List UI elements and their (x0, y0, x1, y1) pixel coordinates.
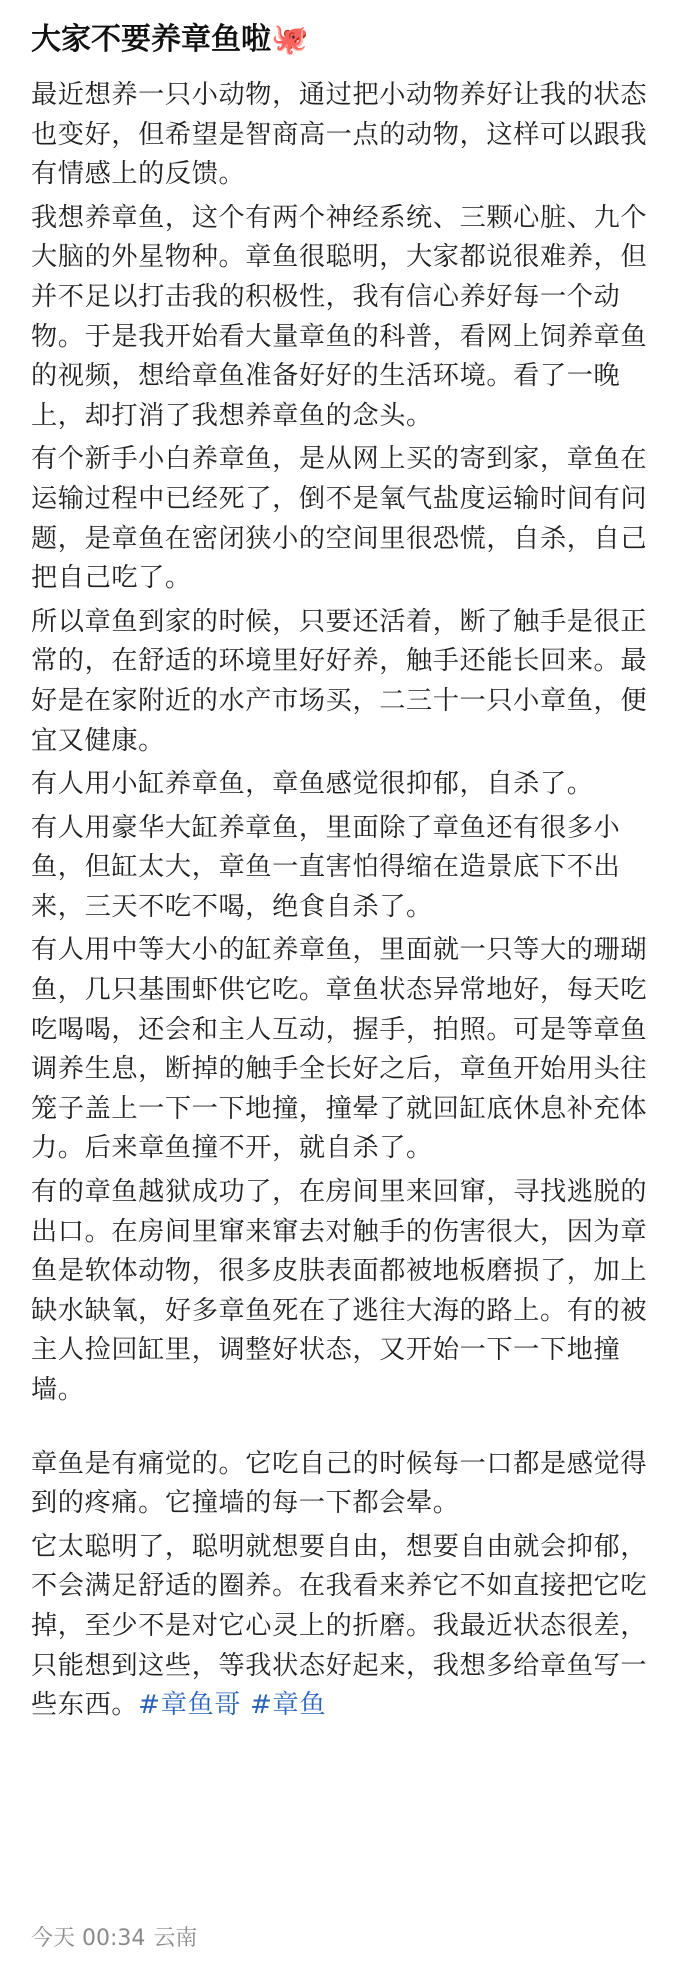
post-paragraph: 有人用中等大小的缸养章鱼，里面就一只等大的珊瑚鱼，几只基围虾供它吃。章鱼状态异常地好，每天吃吃喝喝，还会和主人互动，握手，拍照。可是等章鱼调养生息，断掉的触手全长好之后，章鱼开始用头往笼子盖上一下一下地撞，撞晕了就回缸底休息补充体力。后来章鱼撞不开，就自杀了。 (31, 935, 648, 1164)
post-title (31, 18, 654, 62)
octopus-emoji-icon: 🐙 (271, 22, 309, 57)
hashtag-link[interactable]: #章鱼哥 (138, 1690, 242, 1721)
post-meta (31, 1923, 197, 1955)
post-paragraph: 有的章鱼越狱成功了，在房间里来回窜，寻找逃脱的出口。在房间里窜来窜去对触手的伤害很大，因为章鱼是软体动物，很多皮肤表面都被地板磨损了，加上缺水缺氧，好多章鱼死在了逃往大海的路上。有的被主人捡回缸里，调整好状态，又开始一下一下地撞墙。 (31, 1177, 648, 1405)
post-paragraph: 我想养章鱼，这个有两个神经系统、三颗心脏、九个大脑的外星物种。章鱼很聪明，大家都说很难养，但并不足以打击我的积极性，我有信心养好每一个动物。于是我开始看大量章鱼的科普，看网上饲养章鱼的视频，想给章鱼准备好好的生活环境。看了一晚上，却打消了我想养章鱼的念头。 (31, 202, 648, 431)
post-timestamp: 今天 00:34 (31, 1926, 146, 1951)
post-paragraph: 所以章鱼到家的时候，只要还活着，断了触手是很正常的，在舒适的环境里好好养，触手还能长回来。最好是在家附近的水产市场买，二三十一只小章鱼，便宜又健康。 (31, 606, 648, 756)
post-paragraph: 有人用小缸养章鱼，章鱼感觉很抑郁，自杀了。 (31, 769, 594, 800)
post-paragraph-final (31, 1528, 654, 1726)
hashtag-link[interactable]: #章鱼 (250, 1690, 327, 1721)
post-paragraph: 最近想养一只小动物，通过把小动物养好让我的状态也变好，但希望是智商高一点的动物，这样可以跟我有情感上的反馈。 (31, 80, 648, 190)
post-paragraph: 章鱼是有痛觉的。它吃自己的时候每一口都是感觉得到的疼痛。它撞墙的每一下都会晕。 (31, 1448, 648, 1519)
post-paragraph: 有人用豪华大缸养章鱼，里面除了章鱼还有很多小鱼，但缸太大，章鱼一直害怕得缩在造景底下不出来，三天不吃不喝，绝食自杀了。 (31, 812, 621, 922)
post-paragraph: 有个新手小白养章鱼，是从网上买的寄到家，章鱼在运输过程中已经死了，倒不是氧气盐度运输时间有问题，是章鱼在密闭狭小的空间里很恐慌，自杀，自己把自己吃了。 (31, 444, 648, 594)
post-paragraph-text: 它太聪明了，聪明就想要自由，想要自由就会抑郁，不会满足舒适的圈养。在我看来养它不如直接把它吃掉，至少不是对它心灵上的折磨。我最近状态很差，只能想到这些，等我状态好起来，我想多给章鱼写一些东西。 (31, 1531, 648, 1721)
post-title-text: 大家不要养章鱼啦 (31, 22, 271, 57)
post-location: 云南 (153, 1926, 198, 1951)
